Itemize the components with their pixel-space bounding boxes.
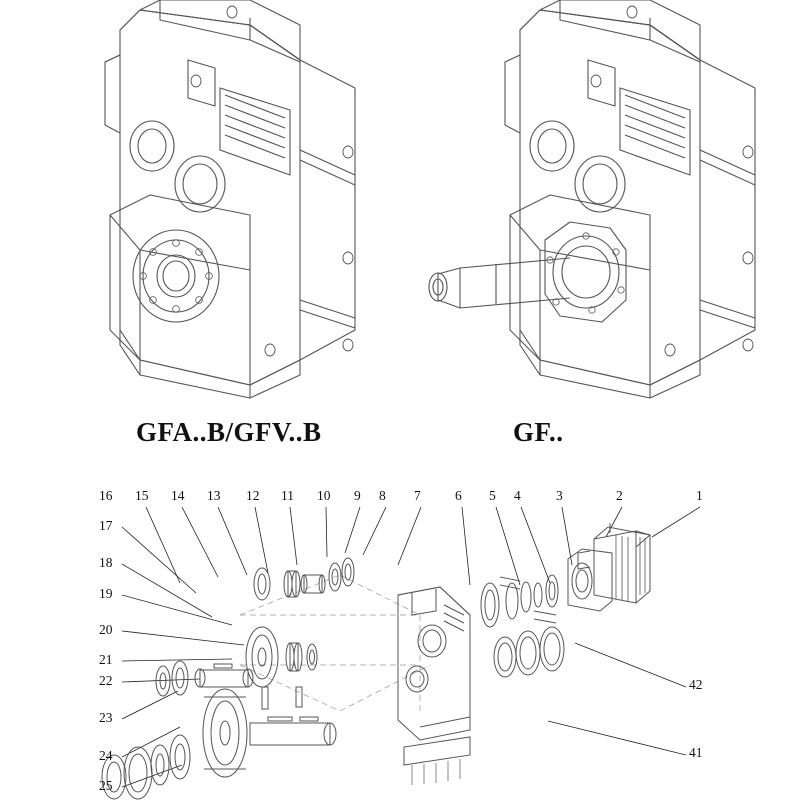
callout-21: 21 (99, 652, 113, 667)
caption-right-model: GF.. (513, 417, 564, 447)
callout-19: 19 (99, 586, 113, 601)
callout-2: 2 (616, 488, 623, 503)
exploded-assembly-view (0, 465, 800, 800)
callout-10: 10 (317, 488, 331, 503)
gearbox-outline-left (0, 0, 420, 400)
callout-24: 24 (99, 748, 113, 763)
callout-14: 14 (171, 488, 185, 503)
callout-8: 8 (379, 488, 386, 503)
callout-25: 25 (99, 778, 113, 793)
callout-17: 17 (99, 518, 113, 533)
callout-13: 13 (207, 488, 221, 503)
callout-41: 41 (689, 745, 703, 760)
callout-23: 23 (99, 710, 113, 725)
gearbox-outline-right (400, 0, 800, 400)
callout-5: 5 (489, 488, 496, 503)
callout-4: 4 (514, 488, 521, 503)
callout-6: 6 (455, 488, 462, 503)
callout-42: 42 (689, 677, 703, 692)
callout-9: 9 (354, 488, 361, 503)
callout-1: 1 (696, 488, 703, 503)
callout-20: 20 (99, 622, 113, 637)
caption-left-model: GFA..B/GFV..B (136, 417, 322, 447)
callout-11: 11 (281, 488, 294, 503)
callout-7: 7 (414, 488, 421, 503)
callout-12: 12 (246, 488, 260, 503)
callout-3: 3 (556, 488, 563, 503)
callout-18: 18 (99, 555, 113, 570)
callout-16: 16 (99, 488, 113, 503)
exploded-assembly-drawing (0, 465, 800, 800)
callout-22: 22 (99, 673, 113, 688)
callout-15: 15 (135, 488, 149, 503)
